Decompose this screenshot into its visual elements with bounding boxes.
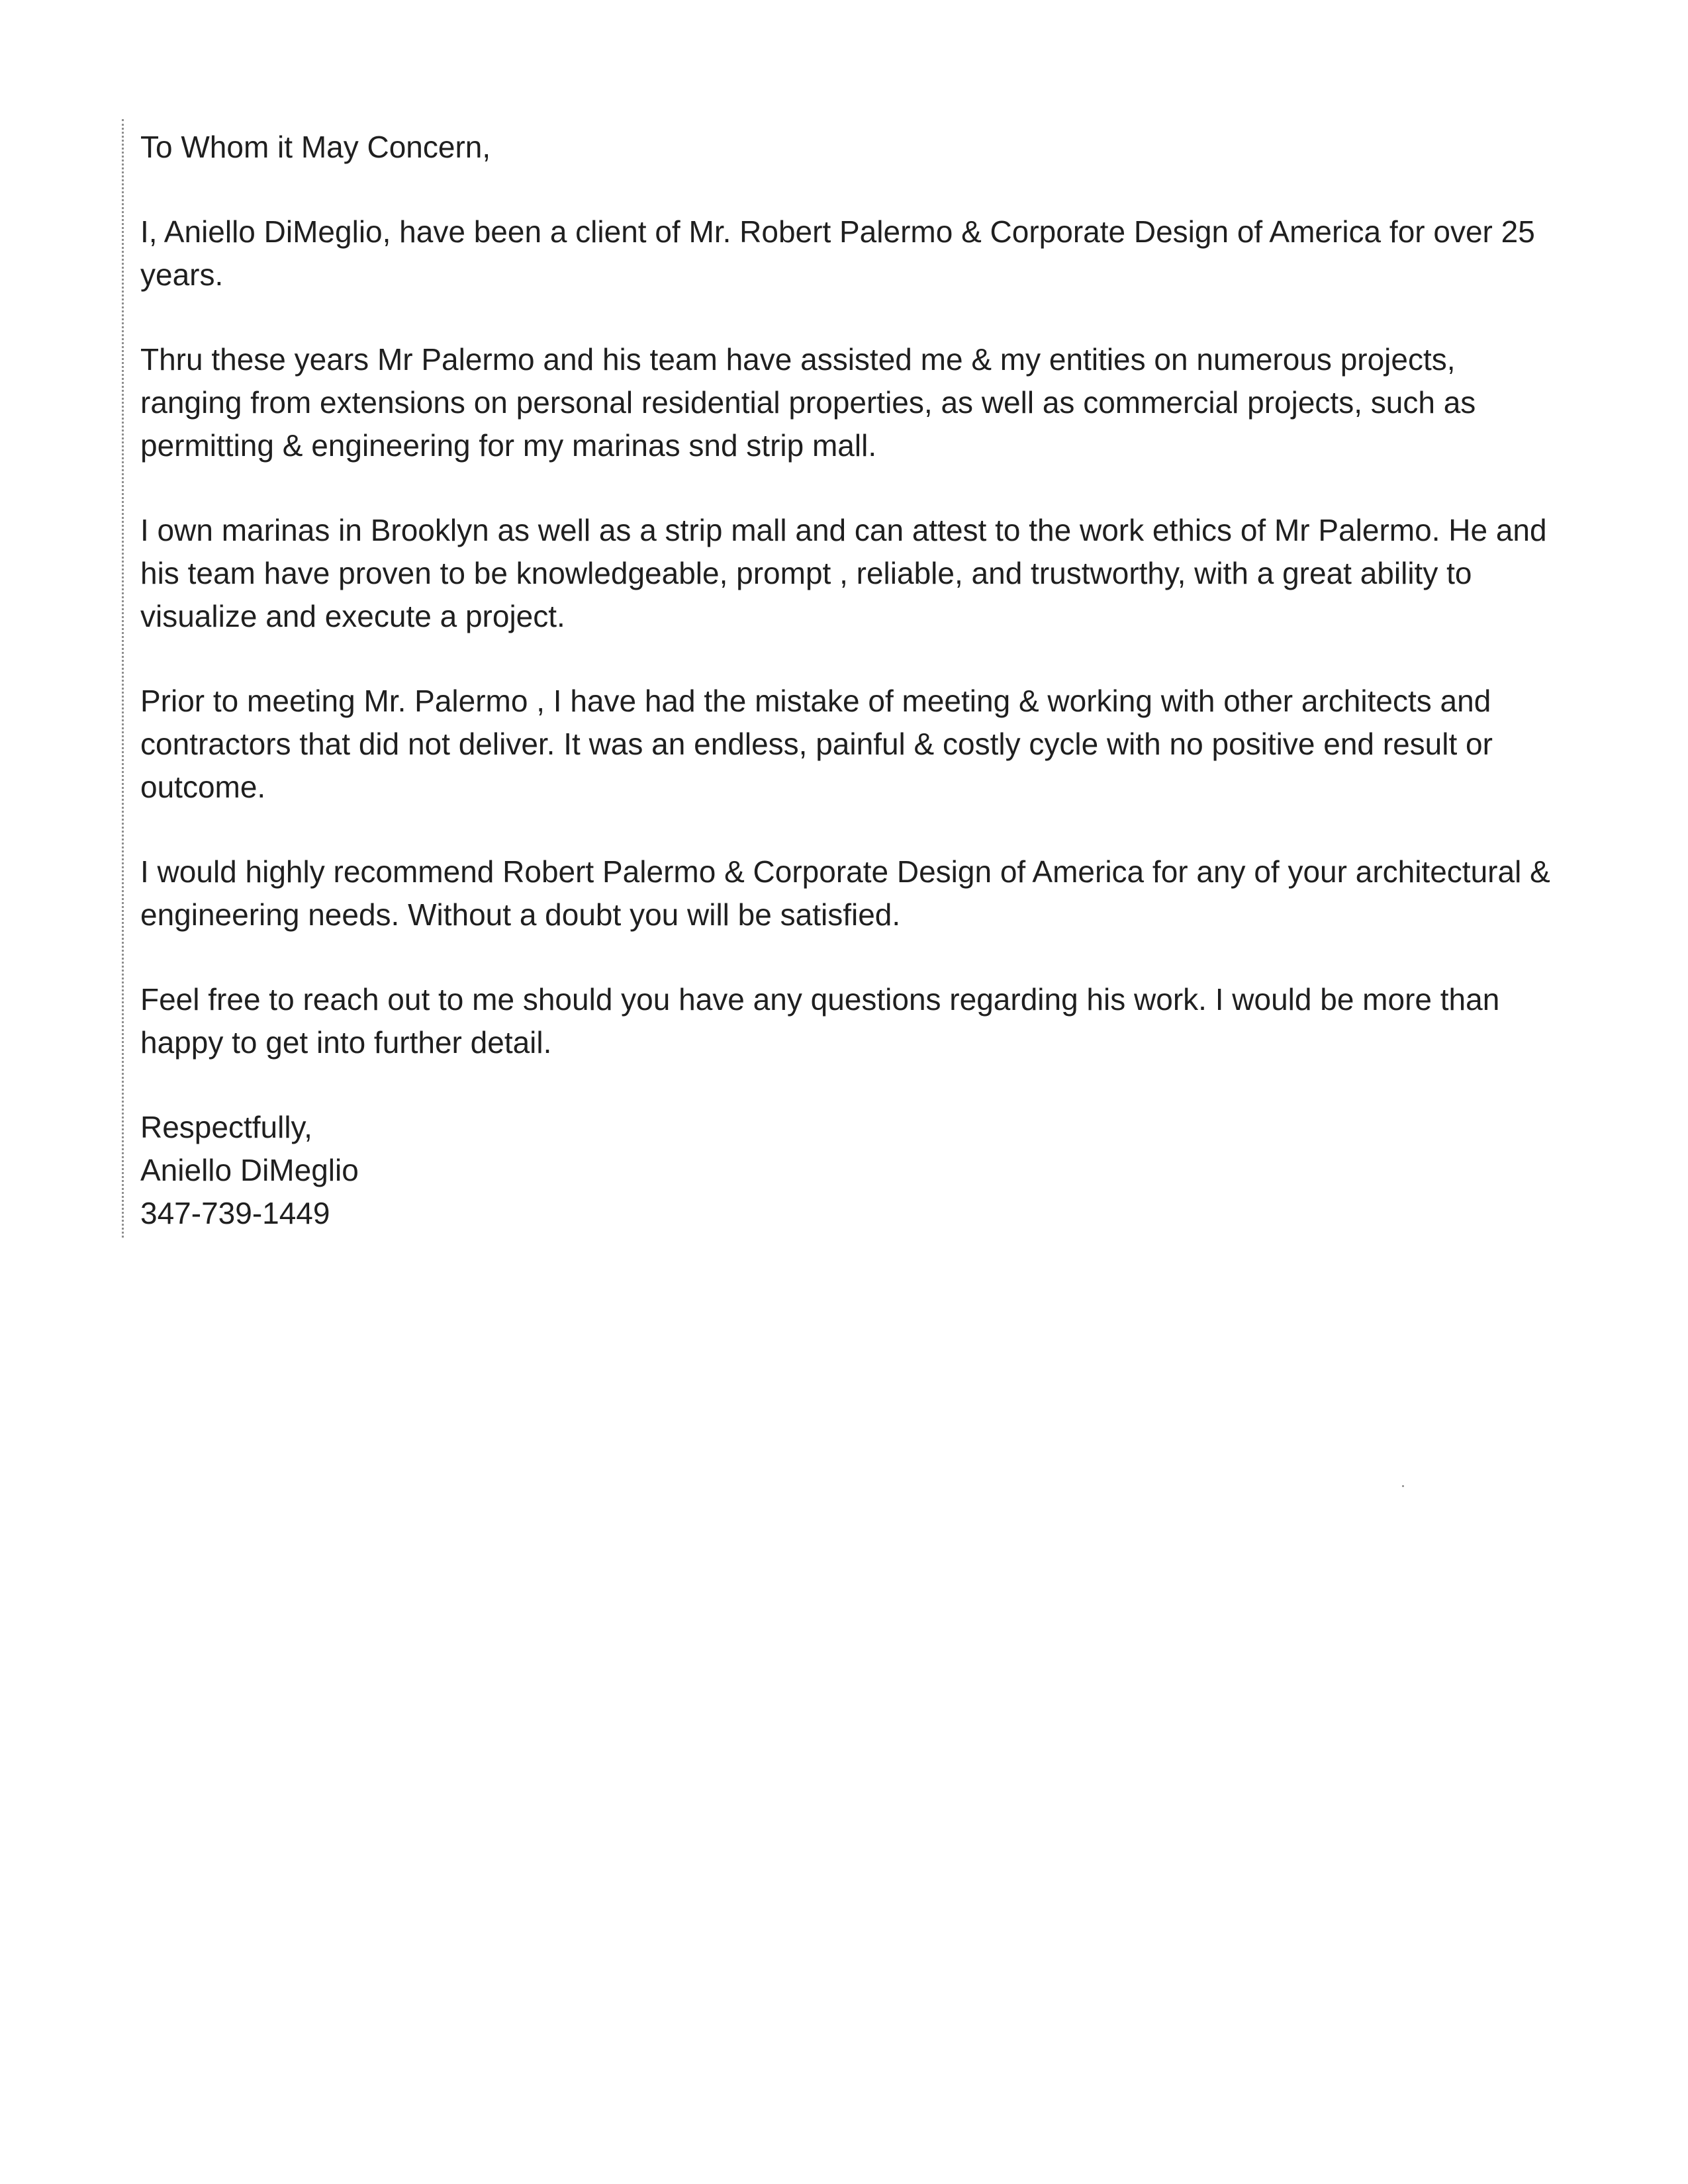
paragraph-prior-experience: Prior to meeting Mr. Palermo , I have had the mistake of meeting & working with other architects and contractors that did not deliver. It was an endless, painful & costly cycle with no positive end result or outcome. xyxy=(140,684,1493,804)
paragraph-marinas: I own marinas in Brooklyn as well as a strip mall and can attest to the work ethics of Mr Palermo. He and his team have proven to be knowledgeable, prompt , reliable, and trustworthy, with a great ability to visualize and execute a project. xyxy=(140,513,1547,633)
letter-body xyxy=(140,126,1564,1235)
paragraph-projects: Thru these years Mr Palermo and his team have assisted me & my entities on numerous projects, ranging from extensions on personal residential properties, as well as commercial projects, such as permitting & engineering for my marinas snd strip mall. xyxy=(140,342,1476,463)
scan-speck xyxy=(1402,1485,1404,1487)
closing: Respectfully, xyxy=(140,1110,312,1144)
salutation: To Whom it May Concern, xyxy=(140,130,491,164)
paragraph-recommendation: I would highly recommend Robert Palermo & Corporate Design of America for any of your architectural & engineering needs. Without a doubt you will be satisfied. xyxy=(140,854,1550,932)
signature-block xyxy=(140,1106,1564,1235)
scan-edge-mark xyxy=(122,119,124,1238)
signer-phone: 347-739-1449 xyxy=(140,1196,330,1230)
paragraph-contact-offer: Feel free to reach out to me should you have any questions regarding his work. I would be more than happy to get into further detail. xyxy=(140,982,1500,1060)
paragraph-client-history: I, Aniello DiMeglio, have been a client of Mr. Robert Palermo & Corporate Design of America for over 25 years. xyxy=(140,214,1535,292)
signer-name: Aniello DiMeglio xyxy=(140,1153,359,1187)
